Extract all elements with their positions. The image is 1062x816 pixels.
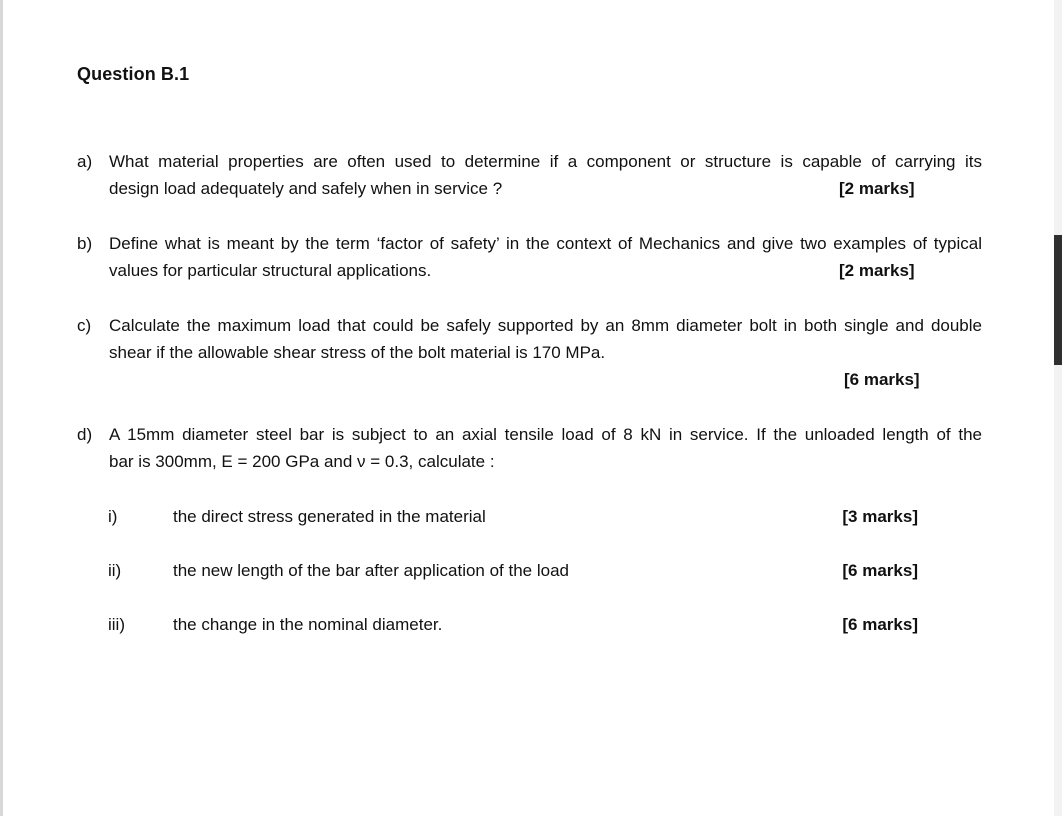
- question-c-text: [109, 312, 982, 366]
- question-c-line-1: Calculate the maximum load that could be safely supported by an 8mm diameter bolt in both single and double: [109, 316, 982, 335]
- subpart-iii-marks: [6 marks]: [842, 615, 918, 634]
- scrollbar-track-lower[interactable]: [1054, 365, 1062, 816]
- subpart-iii-text: the change in the nominal diameter.: [173, 615, 443, 634]
- question-a-line-1: What material properties are often used to determine if a component or structure is capable of carrying its: [109, 152, 982, 171]
- question-b-marks: [2 marks]: [839, 261, 915, 280]
- subpart-ii-number: ii): [108, 561, 122, 580]
- question-a-letter: a): [77, 152, 93, 171]
- question-d-letter: d): [77, 425, 93, 444]
- question-a-marks: [2 marks]: [839, 179, 915, 198]
- subpart-ii-text: the new length of the bar after application of the load: [173, 561, 569, 580]
- subpart-ii-marks: [6 marks]: [842, 561, 918, 580]
- question-b-line-1: Define what is meant by the term ‘factor of safety’ in the context of Mechanics and give two examples of typical: [109, 234, 982, 253]
- question-d-text: [109, 421, 982, 475]
- question-b-letter: b): [77, 234, 93, 253]
- question-c-marks: [6 marks]: [844, 370, 920, 389]
- subpart-i-text: the direct stress generated in the material: [173, 507, 486, 526]
- subpart-i-number: i): [108, 507, 118, 526]
- question-c-letter: c): [77, 316, 92, 335]
- question-d-line-2: bar is 300mm, E = 200 GPa and ν = 0.3, calculate :: [109, 452, 495, 471]
- question-c-line-2: shear if the allowable shear stress of the bolt material is 170 MPa.: [109, 343, 606, 362]
- question-b-line-2: values for particular structural applications.: [109, 261, 432, 280]
- subpart-iii-number: iii): [108, 615, 125, 634]
- subpart-i-marks: [3 marks]: [842, 507, 918, 526]
- question-title: Question B.1: [77, 64, 190, 84]
- scrollbar-track[interactable]: [1054, 0, 1062, 235]
- scrollbar-thumb[interactable]: [1054, 235, 1062, 365]
- question-a-line-2: design load adequately and safely when in service ?: [109, 179, 503, 198]
- question-d-line-1: A 15mm diameter steel bar is subject to an axial tensile load of 8 kN in service. If the unloaded length of the: [109, 425, 982, 444]
